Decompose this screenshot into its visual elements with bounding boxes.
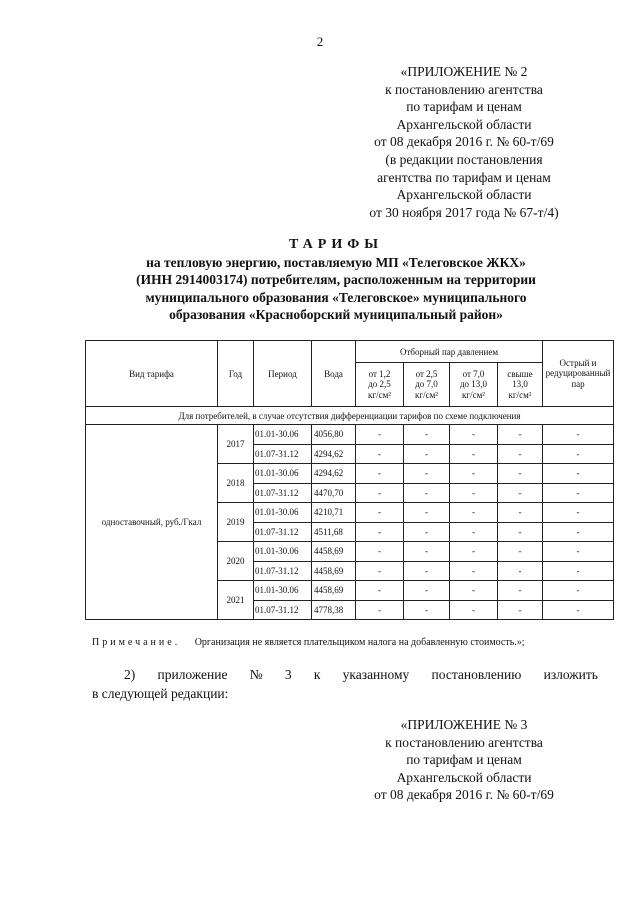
- empty-value-cell: -: [356, 503, 404, 523]
- tariffs-subtitle-line: образования «Красноборский муниципальный район»: [169, 307, 503, 323]
- appendix-3-line: по тарифам и ценам: [406, 752, 522, 768]
- appendix-2-line: к постановлению агентства: [385, 81, 543, 97]
- amendment-word: к: [313, 667, 321, 682]
- empty-value-cell: -: [498, 542, 543, 562]
- page-number: 2: [316, 34, 324, 49]
- empty-value-cell: -: [404, 581, 450, 601]
- amendment-word: изложить: [543, 667, 598, 682]
- header-period: Период: [254, 341, 312, 407]
- period-cell: 01.01-30.06: [254, 503, 312, 523]
- empty-value-cell: -: [498, 425, 543, 445]
- header-sharp-steam-line: пар: [571, 378, 585, 389]
- amendment-word: 2): [124, 667, 136, 682]
- empty-value-cell: -: [543, 542, 614, 562]
- appendix-2-line: по тарифам и ценам: [406, 99, 522, 115]
- header-steam-2: [404, 363, 450, 407]
- period-cell: 01.07-31.12: [254, 561, 312, 581]
- water-tariff-cell: 4056,80: [312, 425, 356, 445]
- appendix-3-header: [330, 716, 598, 804]
- tariffs-table: [85, 340, 614, 620]
- empty-value-cell: -: [543, 425, 614, 445]
- appendix-2-header: [330, 63, 598, 221]
- empty-value-cell: -: [543, 464, 614, 484]
- amendment-word: постановлению: [431, 667, 522, 682]
- amendment-word: приложение: [157, 667, 228, 682]
- period-cell: 01.07-31.12: [254, 522, 312, 542]
- empty-value-cell: -: [404, 600, 450, 620]
- tariffs-subtitle-line: муниципального образования «Телеговское» муниципального: [145, 289, 527, 305]
- empty-value-cell: -: [356, 522, 404, 542]
- empty-value-cell: -: [543, 444, 614, 464]
- header-steam-line: от 2,5: [415, 368, 438, 379]
- empty-value-cell: -: [404, 483, 450, 503]
- header-steam-line: до 7,0: [415, 379, 438, 390]
- header-steam-line: свыше: [507, 368, 533, 379]
- empty-value-cell: -: [498, 522, 543, 542]
- header-steam-4: [498, 363, 543, 407]
- appendix-2-line: Архангельской области: [396, 116, 532, 132]
- period-cell: 01.01-30.06: [254, 542, 312, 562]
- water-tariff-cell: 4470,70: [312, 483, 356, 503]
- water-tariff-cell: 4778,38: [312, 600, 356, 620]
- empty-value-cell: -: [543, 600, 614, 620]
- empty-value-cell: -: [450, 425, 498, 445]
- period-cell: 01.07-31.12: [254, 483, 312, 503]
- empty-value-cell: -: [404, 425, 450, 445]
- empty-value-cell: -: [450, 483, 498, 503]
- empty-value-cell: -: [356, 561, 404, 581]
- water-tariff-cell: 4458,69: [312, 581, 356, 601]
- appendix-3-line: от 08 декабря 2016 г. № 60-т/69: [374, 787, 554, 803]
- appendix-2-line: от 08 декабря 2016 г. № 60-т/69: [374, 134, 554, 150]
- amendment-word: указанному: [342, 667, 410, 682]
- note: [92, 637, 525, 648]
- empty-value-cell: -: [543, 581, 614, 601]
- amendment-paragraph: [92, 665, 598, 703]
- appendix-3-line: к постановлению агентства: [385, 734, 543, 750]
- appendix-2-line: «ПРИЛОЖЕНИЕ № 2: [400, 64, 528, 79]
- empty-value-cell: -: [450, 600, 498, 620]
- header-steam-group: Отборный пар давлением: [356, 341, 543, 363]
- year-cell: 2020: [218, 542, 254, 581]
- amendment-word: №: [249, 667, 263, 682]
- empty-value-cell: -: [404, 522, 450, 542]
- appendix-2-line: от 30 ноября 2017 года № 67-т/4): [369, 204, 559, 220]
- empty-value-cell: -: [356, 464, 404, 484]
- appendix-2-line: (в редакции постановления: [385, 151, 543, 167]
- water-tariff-cell: 4210,71: [312, 503, 356, 523]
- header-steam-1: [356, 363, 404, 407]
- period-cell: 01.01-30.06: [254, 464, 312, 484]
- empty-value-cell: -: [498, 444, 543, 464]
- year-cell: 2021: [218, 581, 254, 620]
- empty-value-cell: -: [498, 581, 543, 601]
- empty-value-cell: -: [543, 503, 614, 523]
- amendment-line-2: в следующей редакции:: [92, 686, 229, 701]
- empty-value-cell: -: [450, 503, 498, 523]
- empty-value-cell: -: [498, 600, 543, 620]
- empty-value-cell: -: [404, 561, 450, 581]
- header-steam-line: от 7,0: [462, 368, 485, 379]
- header-sharp-steam-line: редуцированный: [545, 368, 611, 379]
- empty-value-cell: -: [543, 561, 614, 581]
- note-label: Примечание.: [92, 637, 181, 648]
- empty-value-cell: -: [498, 464, 543, 484]
- amendment-line-1: [92, 665, 598, 684]
- header-steam-line: от 1,2: [368, 368, 391, 379]
- period-cell: 01.07-31.12: [254, 600, 312, 620]
- empty-value-cell: -: [404, 503, 450, 523]
- water-tariff-cell: 4458,69: [312, 542, 356, 562]
- header-steam-3: [450, 363, 498, 407]
- period-cell: 01.07-31.12: [254, 444, 312, 464]
- empty-value-cell: -: [450, 464, 498, 484]
- appendix-2-line: Архангельской области: [396, 187, 532, 203]
- header-steam-line: кг/см²: [415, 389, 438, 400]
- year-cell: 2017: [218, 425, 254, 464]
- consumer-notice-row: Для потребителей, в случае отсутствия дифференциации тарифов по схеме подключения: [86, 407, 614, 425]
- header-year: Год: [218, 341, 254, 407]
- water-tariff-cell: 4294,62: [312, 464, 356, 484]
- empty-value-cell: -: [450, 561, 498, 581]
- tariffs-title-block: [95, 236, 577, 324]
- tariffs-subtitle: [95, 254, 577, 324]
- year-cell: 2019: [218, 503, 254, 542]
- empty-value-cell: -: [356, 600, 404, 620]
- empty-value-cell: -: [450, 444, 498, 464]
- tariff-type-cell: одноставочный, руб./Гкал: [86, 425, 218, 620]
- tariffs-heading: ТАРИФЫ: [289, 237, 383, 252]
- water-tariff-cell: 4511,68: [312, 522, 356, 542]
- empty-value-cell: -: [356, 542, 404, 562]
- amendment-word: 3: [284, 667, 292, 682]
- note-text: Организация не является плательщиком налога на добавленную стоимость.»;: [194, 637, 525, 648]
- empty-value-cell: -: [498, 503, 543, 523]
- empty-value-cell: -: [450, 522, 498, 542]
- appendix-2-line: агентства по тарифам и ценам: [377, 169, 551, 185]
- header-steam-line: кг/см²: [508, 389, 532, 400]
- header-steam-line: кг/см²: [462, 389, 485, 400]
- appendix-3-line: Архангельской области: [396, 769, 532, 785]
- period-cell: 01.01-30.06: [254, 425, 312, 445]
- header-sharp-steam-line: Острый и: [559, 357, 597, 368]
- empty-value-cell: -: [356, 444, 404, 464]
- empty-value-cell: -: [404, 444, 450, 464]
- header-tariff-type: Вид тарифа: [86, 341, 218, 407]
- header-steam-line: кг/см²: [368, 389, 391, 400]
- tariffs-subtitle-line: (ИНН 2914003174) потребителям, расположенным на территории: [136, 272, 536, 288]
- empty-value-cell: -: [404, 464, 450, 484]
- header-sharp-steam: [543, 341, 614, 407]
- header-water: Вода: [312, 341, 356, 407]
- empty-value-cell: -: [450, 542, 498, 562]
- empty-value-cell: -: [450, 581, 498, 601]
- table-row: [86, 425, 614, 445]
- empty-value-cell: -: [356, 483, 404, 503]
- year-cell: 2018: [218, 464, 254, 503]
- tariffs-subtitle-line: на тепловую энергию, поставляемую МП «Телеговское ЖКХ»: [146, 254, 526, 270]
- empty-value-cell: -: [356, 581, 404, 601]
- header-steam-line: до 13,0: [459, 379, 488, 390]
- header-steam-line: до 2,5: [368, 379, 391, 390]
- empty-value-cell: -: [543, 522, 614, 542]
- empty-value-cell: -: [356, 425, 404, 445]
- empty-value-cell: -: [498, 483, 543, 503]
- empty-value-cell: -: [498, 561, 543, 581]
- period-cell: 01.01-30.06: [254, 581, 312, 601]
- empty-value-cell: -: [404, 542, 450, 562]
- appendix-3-line: «ПРИЛОЖЕНИЕ № 3: [400, 717, 528, 732]
- empty-value-cell: -: [543, 483, 614, 503]
- water-tariff-cell: 4458,69: [312, 561, 356, 581]
- header-steam-line: 13,0: [512, 379, 528, 390]
- water-tariff-cell: 4294,62: [312, 444, 356, 464]
